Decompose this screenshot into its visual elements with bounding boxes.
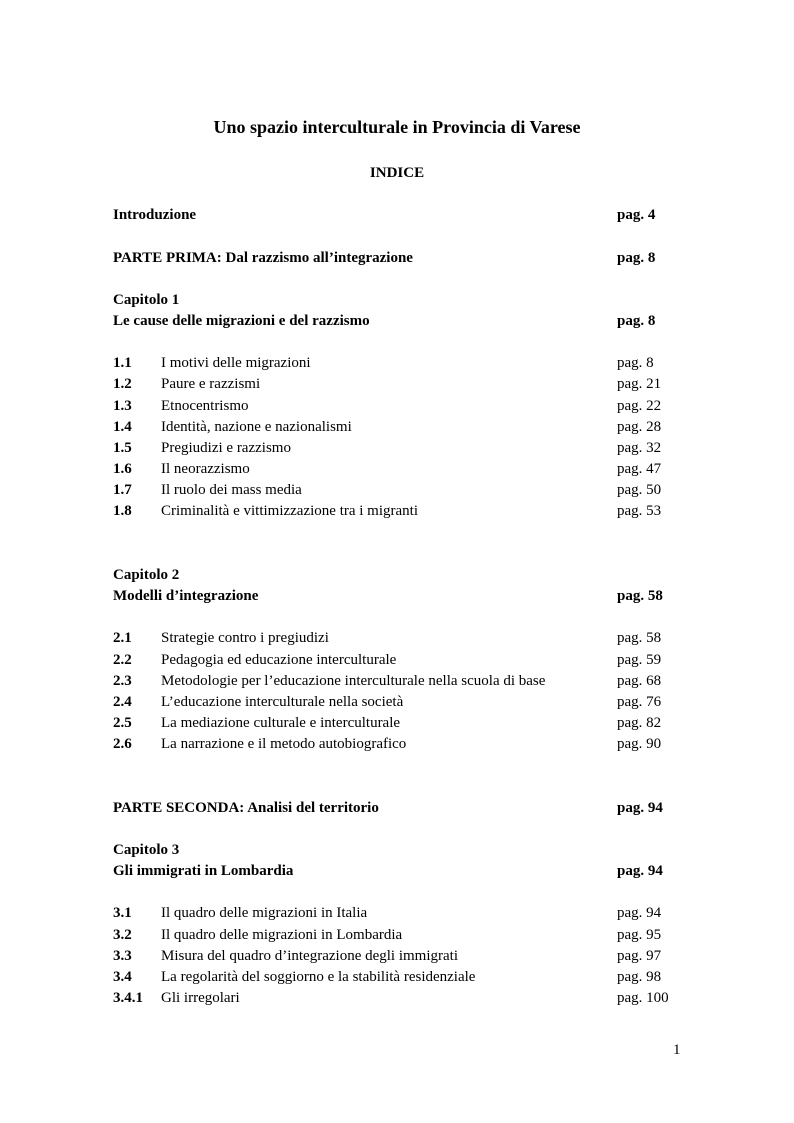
toc-section-page: pag. 97 — [617, 948, 662, 964]
toc-section-number: 2.4 — [113, 694, 132, 710]
toc-section-title: Gli irregolari — [161, 990, 240, 1006]
toc-part2-page: pag. 94 — [617, 800, 663, 816]
toc-section-number: 1.1 — [113, 355, 132, 371]
toc-section-title: Identità, nazione e nazionalismi — [161, 419, 352, 435]
toc-section-title: Paure e razzismi — [161, 376, 261, 392]
toc-section-title: Etnocentrismo — [161, 398, 249, 414]
toc-section-number: 2.2 — [113, 652, 132, 668]
toc-section-page: pag. 76 — [617, 694, 662, 710]
toc-section-number: 3.3 — [113, 948, 132, 964]
toc-section-page: pag. 21 — [617, 376, 662, 392]
toc-section-title: L’educazione interculturale nella società — [161, 694, 404, 710]
toc-section-title: Il ruolo dei mass media — [161, 482, 302, 498]
chapter2-page: pag. 58 — [617, 588, 663, 604]
toc-section-number: 1.7 — [113, 482, 132, 498]
toc-section-number: 3.1 — [113, 905, 132, 921]
toc-section-number: 3.2 — [113, 927, 132, 943]
chapter2-number: Capitolo 2 — [113, 567, 180, 583]
toc-section-title: La regolarità del soggiorno e la stabilità residenziale — [161, 969, 476, 985]
chapter1-number: Capitolo 1 — [113, 292, 180, 308]
toc-section-title: Il quadro delle migrazioni in Lombardia — [161, 927, 403, 943]
chapter3-title: Gli immigrati in Lombardia — [113, 863, 294, 879]
toc-section-page: pag. 22 — [617, 398, 662, 414]
toc-section-number: 1.2 — [113, 376, 132, 392]
chapter1-page: pag. 8 — [617, 313, 656, 329]
page-number: 1 — [673, 1042, 681, 1058]
toc-section-number: 1.8 — [113, 503, 132, 519]
toc-section-page: pag. 47 — [617, 461, 662, 477]
toc-section-page: pag. 58 — [617, 630, 662, 646]
toc-section-title: Pedagogia ed educazione interculturale — [161, 652, 397, 668]
toc-introduction-page: pag. 4 — [617, 207, 656, 223]
toc-section-page: pag. 28 — [617, 419, 662, 435]
toc-section-page: pag. 100 — [617, 990, 669, 1006]
toc-section-title: La mediazione culturale e interculturale — [161, 715, 401, 731]
toc-section-number: 2.1 — [113, 630, 132, 646]
toc-section-page: pag. 98 — [617, 969, 662, 985]
toc-section-number: 1.4 — [113, 419, 132, 435]
toc-part1-page: pag. 8 — [617, 250, 656, 266]
chapter1-title: Le cause delle migrazioni e del razzismo — [113, 313, 370, 329]
toc-section-page: pag. 95 — [617, 927, 662, 943]
toc-section-number: 3.4.1 — [113, 990, 143, 1006]
toc-section-page: pag. 82 — [617, 715, 662, 731]
document-title: Uno spazio interculturale in Provincia di Varese — [213, 117, 581, 137]
chapter3-page: pag. 94 — [617, 863, 663, 879]
toc-section-title: Metodologie per l’educazione interculturale nella scuola di base — [161, 673, 546, 689]
toc-section-title: Strategie contro i pregiudizi — [161, 630, 329, 646]
toc-section-number: 1.6 — [113, 461, 132, 477]
toc-section-page: pag. 59 — [617, 652, 662, 668]
toc-part2-label: PARTE SECONDA: Analisi del territorio — [113, 800, 379, 816]
toc-section-title: Il neorazzismo — [161, 461, 250, 477]
toc-section-title: Misura del quadro d’integrazione degli immigrati — [161, 948, 458, 964]
toc-section-page: pag. 94 — [617, 905, 662, 921]
toc-introduction-label: Introduzione — [113, 207, 197, 223]
toc-section-number: 2.6 — [113, 736, 132, 752]
toc-section-title: Criminalità e vittimizzazione tra i migranti — [161, 503, 418, 519]
toc-section-number: 2.3 — [113, 673, 132, 689]
toc-section-number: 1.3 — [113, 398, 132, 414]
toc-part1-label: PARTE PRIMA: Dal razzismo all’integrazione — [113, 250, 413, 266]
chapter3-number: Capitolo 3 — [113, 842, 180, 858]
toc-section-title: La narrazione e il metodo autobiografico — [161, 736, 407, 752]
toc-section-number: 2.5 — [113, 715, 132, 731]
toc-section-page: pag. 53 — [617, 503, 662, 519]
toc-section-title: Il quadro delle migrazioni in Italia — [161, 905, 368, 921]
toc-section-title: Pregiudizi e razzismo — [161, 440, 291, 456]
toc-section-page: pag. 8 — [617, 355, 654, 371]
toc-section-page: pag. 32 — [617, 440, 662, 456]
toc-section-page: pag. 50 — [617, 482, 662, 498]
toc-section-number: 1.5 — [113, 440, 132, 456]
index-heading: INDICE — [369, 165, 425, 181]
chapter2-title: Modelli d’integrazione — [113, 588, 259, 604]
toc-section-page: pag. 90 — [617, 736, 662, 752]
toc-section-number: 3.4 — [113, 969, 132, 985]
toc-section-page: pag. 68 — [617, 673, 662, 689]
toc-section-title: I motivi delle migrazioni — [161, 355, 311, 371]
